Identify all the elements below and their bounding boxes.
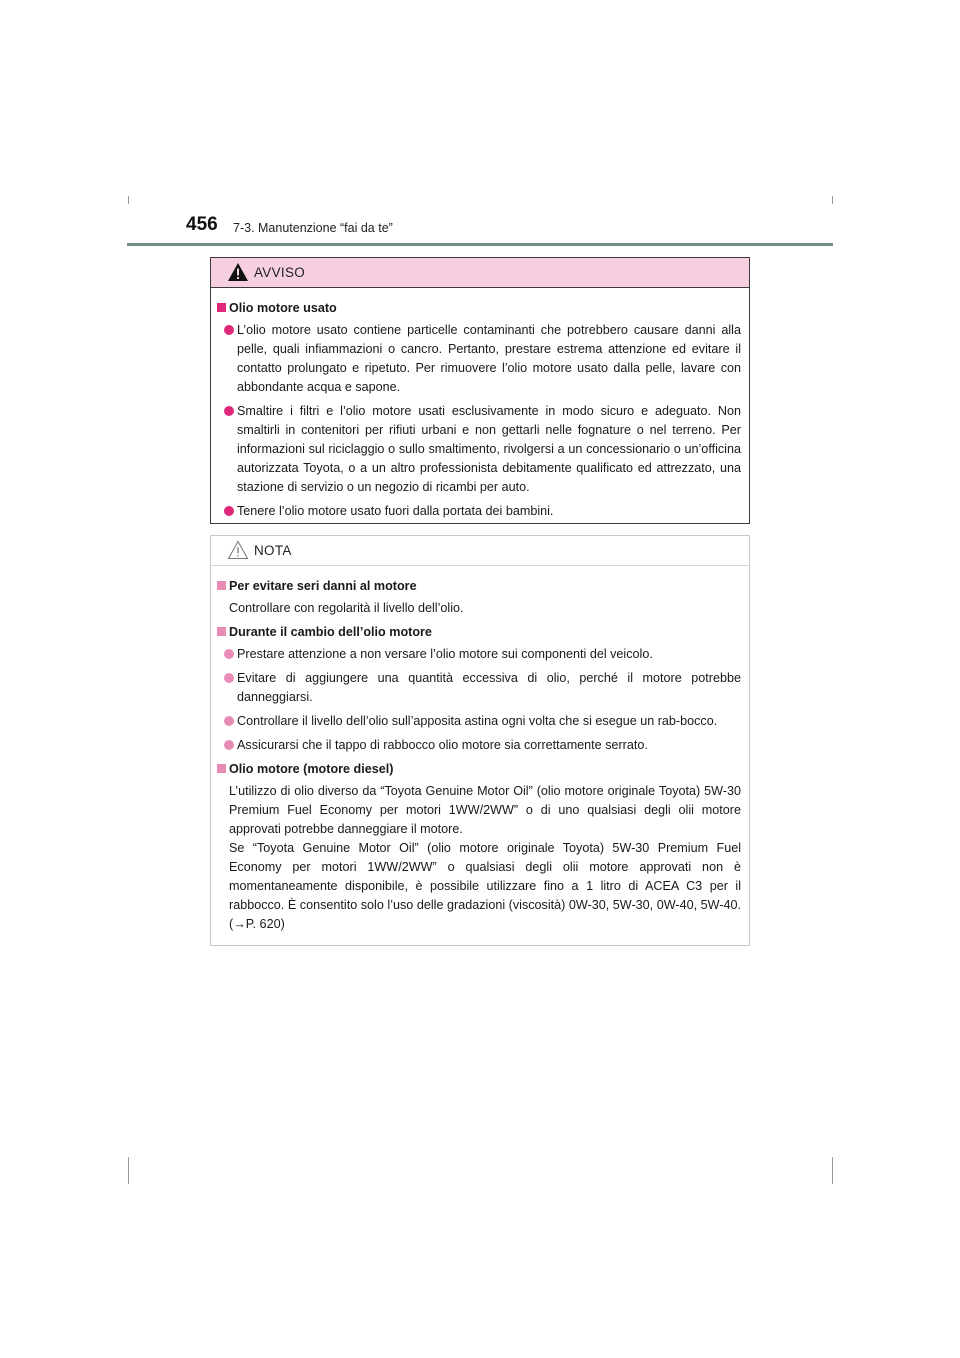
note-bullet (217, 669, 741, 707)
crop-mark-bottom-right (832, 1157, 833, 1184)
note-bullet (217, 736, 741, 755)
note-heading-text: Per evitare seri danni al motore (229, 579, 417, 593)
note-box (210, 535, 750, 946)
warning-triangle-icon (227, 262, 249, 282)
note-paragraph (217, 782, 741, 934)
circle-bullet-icon (224, 649, 234, 659)
note-heading-2 (217, 623, 741, 642)
note-bullet (217, 645, 741, 664)
circle-bullet-icon (224, 506, 234, 516)
note-label: NOTA (254, 543, 292, 558)
section-title: 7-3. Manutenzione “fai da te” (233, 221, 393, 235)
warning-content (211, 288, 749, 521)
circle-bullet-icon (224, 406, 234, 416)
square-bullet-icon (217, 764, 226, 773)
page-number: 456 (186, 214, 218, 235)
square-bullet-icon (217, 627, 226, 636)
warning-box (210, 257, 750, 524)
warning-bullet-text: L’olio motore usato contiene particelle contaminanti che potrebbero causare danni alla pelle, quali infiammazioni o cancro. Pertanto, prestare estrema attenzione ed evitare il contatto prolungato e ripetuto. Per rimuovere l’olio motore usato dalla pelle, lavare con abbondante acqua e sapone. (237, 323, 741, 394)
warning-heading-text: Olio motore usato (229, 301, 337, 315)
circle-bullet-icon (224, 740, 234, 750)
circle-bullet-icon (224, 716, 234, 726)
note-bullet-text: Controllare il livello dell’olio sull’apposita astina ogni volta che si esegue un rab-bocco. (237, 714, 718, 728)
note-heading-3 (217, 760, 741, 779)
header-rule (127, 243, 833, 246)
square-bullet-icon (217, 581, 226, 590)
note-heading-text: Olio motore (motore diesel) (229, 762, 394, 776)
note-heading-text: Durante il cambio dell’olio motore (229, 625, 432, 639)
warning-bullet-text: Tenere l’olio motore usato fuori dalla portata dei bambini. (237, 504, 554, 518)
note-content (211, 566, 749, 934)
note-bullet-text: Evitare di aggiungere una quantità eccessiva di olio, perché il motore potrebbe danneggiarsi. (237, 671, 741, 704)
note-paragraph-text: L’utilizzo di olio diverso da “Toyota Genuine Motor Oil” (olio motore originale Toyota) 5W-30 Premium Fuel Economy per motori 1WW/2WW” o di uno qualsiasi degli olii motore approvati potrebbe danneggiare il motore. (229, 784, 741, 836)
warning-bullet-text: Smaltire i filtri e l’olio motore usati esclusivamente in modo sicuro e adeguato. Non smaltirli in contenitori per rifiuti urbani e non gettarli nelle fognature o nel terreno. Per informazioni sul riciclaggio o sullo smaltimento, rivolgersi a un concessionario o un’officina autorizzata Toyota, o a un altro professionista debitamente qualificato ed attrezzato, una stazione di servizio o un negozio di ricambi per auto. (237, 404, 741, 494)
note-box-header (211, 536, 749, 566)
warning-heading (217, 299, 741, 318)
circle-bullet-icon (224, 673, 234, 683)
square-bullet-icon (217, 303, 226, 312)
crop-mark-top-left (128, 196, 129, 204)
note-paragraph-text: Controllare con regolarità il livello dell’olio. (229, 601, 464, 615)
circle-bullet-icon (224, 325, 234, 335)
warning-label: AVVISO (254, 265, 306, 280)
warning-bullet (217, 402, 741, 497)
warning-bullet (217, 321, 741, 397)
note-bullet-text: Assicurarsi che il tappo di rabbocco olio motore sia correttamente serrato. (237, 738, 648, 752)
note-heading-1 (217, 577, 741, 596)
note-bullet (217, 712, 741, 731)
note-bullet-text: Prestare attenzione a non versare l’olio motore sui componenti del veicolo. (237, 647, 653, 661)
warning-bullet (217, 502, 741, 521)
crop-mark-bottom-left (128, 1157, 129, 1184)
note-paragraph-text: Se “Toyota Genuine Motor Oil” (olio motore originale Toyota) 5W-30 Premium Fuel Economy per motori 1WW/2WW” o qualsiasi degli olii motore approvati non è momentaneamente disponibile, è possibile utilizzare fino a 1 litro di ACEA C3 per il rabbocco. È consentito solo l’uso delle gradazioni (viscosità) 0W-30, 5W-30, 0W-40, 5W-40. (→P. 620) (229, 841, 741, 931)
caution-triangle-outline-icon (227, 540, 249, 560)
crop-mark-top-right (832, 196, 833, 204)
note-paragraph (217, 599, 741, 618)
warning-box-header (211, 258, 749, 288)
